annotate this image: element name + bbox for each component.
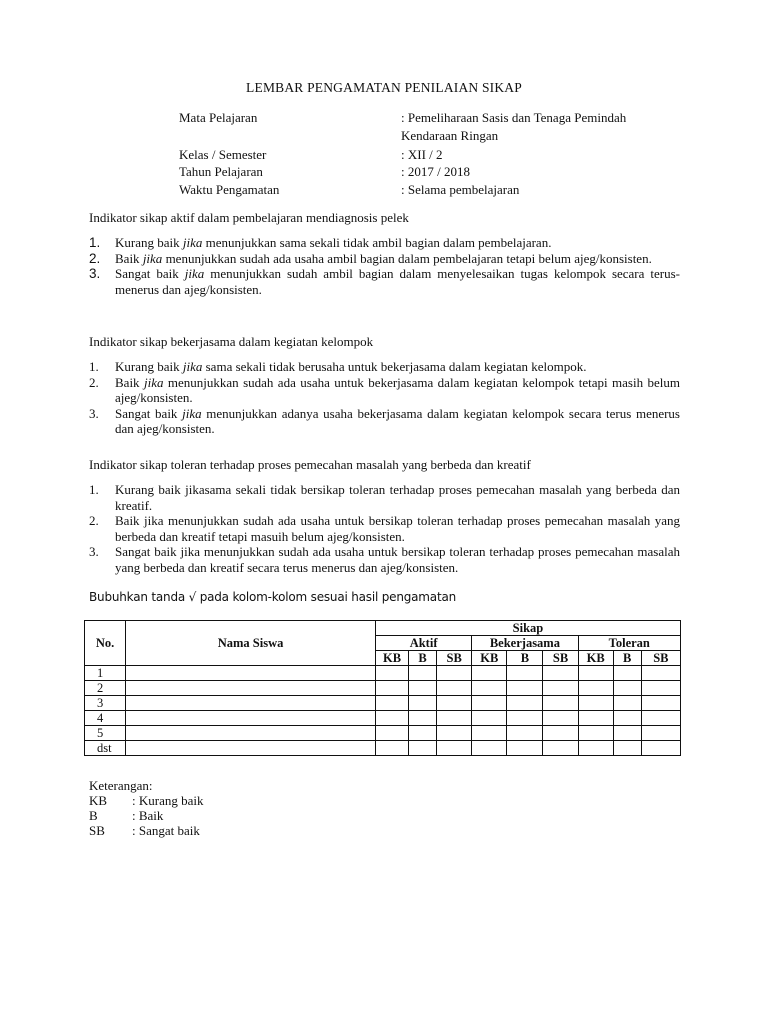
checkmark-cell[interactable]: [578, 681, 613, 696]
table-row: [85, 741, 681, 756]
meta-row-waktu: [179, 182, 699, 200]
checkmark-cell[interactable]: [437, 726, 472, 741]
keterangan-item: [89, 793, 389, 808]
section-bekerjasama: [89, 334, 680, 437]
checkmark-cell[interactable]: [472, 726, 507, 741]
table-row: [85, 696, 681, 711]
checkmark-cell[interactable]: [578, 711, 613, 726]
checkmark-cell[interactable]: [409, 696, 437, 711]
checkmark-cell[interactable]: [641, 711, 680, 726]
checkmark-cell[interactable]: [543, 681, 578, 696]
section-heading: Indikator sikap toleran terhadap proses pemecahan masalah yang berbeda dan kreatif: [89, 457, 531, 472]
keterangan-heading: Keterangan:: [89, 778, 153, 793]
page-title: LEMBAR PENGAMATAN PENILAIAN SIKAP: [246, 80, 522, 95]
checkmark-cell[interactable]: [375, 681, 408, 696]
checkmark-cell[interactable]: [578, 696, 613, 711]
header-subcol: B: [507, 651, 543, 666]
checkmark-cell[interactable]: [543, 666, 578, 681]
section-heading: Indikator sikap aktif dalam pembelajaran mendiagnosis pelek: [89, 210, 409, 225]
list-item: [89, 513, 680, 544]
meta-value: : 2017 / 2018: [401, 164, 470, 179]
checkmark-cell[interactable]: [613, 681, 641, 696]
checkmark-cell[interactable]: [543, 696, 578, 711]
checkmark-cell[interactable]: [375, 666, 408, 681]
row-number: 5: [85, 726, 126, 741]
observation-table: [84, 620, 681, 756]
checkmark-cell[interactable]: [472, 696, 507, 711]
header-group-toleran: Toleran: [578, 636, 680, 651]
checkmark-cell[interactable]: [507, 681, 543, 696]
student-name-cell[interactable]: [126, 666, 376, 681]
header-no: No.: [85, 621, 126, 666]
checkmark-cell[interactable]: [409, 741, 437, 756]
keterangan-key: B: [89, 808, 98, 823]
checkmark-cell[interactable]: [472, 666, 507, 681]
item-number: 2.: [89, 250, 101, 266]
student-name-cell[interactable]: [126, 726, 376, 741]
table-row: [85, 711, 681, 726]
header-row: [85, 621, 681, 636]
keterangan-key: SB: [89, 823, 105, 838]
header-group-bekerjasama: Bekerjasama: [472, 636, 578, 651]
item-text: Baik jika menunjukkan sudah ada usaha ambil bagian dalam pembelajaran tetapi belum ajeg/konsisten.: [115, 250, 652, 266]
checkmark-cell[interactable]: [472, 681, 507, 696]
header-subcol: B: [613, 651, 641, 666]
checkmark-cell[interactable]: [641, 681, 680, 696]
indicator-list: [89, 482, 680, 575]
item-number: 1.: [89, 235, 101, 250]
indicator-list: [89, 359, 680, 437]
checkmark-cell[interactable]: [437, 696, 472, 711]
checkmark-cell[interactable]: [437, 711, 472, 726]
list-item: [89, 235, 680, 251]
list-item: [89, 251, 680, 267]
instruction-text: Bubuhkan tanda √ pada kolom-kolom sesuai hasil pengamatan: [89, 590, 457, 604]
header-subcol: KB: [472, 651, 507, 666]
row-number: 4: [85, 711, 126, 726]
meta-value: : Selama pembelajaran: [401, 181, 520, 197]
checkmark-cell[interactable]: [375, 741, 408, 756]
header-subcol: SB: [437, 651, 472, 666]
row-number: dst: [85, 741, 126, 756]
item-number: 1.: [89, 359, 99, 374]
keterangan-value: : Baik: [132, 808, 164, 823]
item-text: Kurang baik jika sama sekali tidak berusaha untuk bekerjasama dalam kegiatan kelompok.: [115, 359, 587, 374]
table-row: [85, 681, 681, 696]
row-number: 1: [85, 666, 126, 681]
section-aktif: [89, 210, 680, 297]
meta-label: Waktu Pengamatan: [179, 181, 280, 197]
item-text: Kurang baik jikasama sekali tidak bersikap toleran terhadap proses pemecahan masalah yang berbeda dan kreatif.: [115, 482, 680, 513]
section-heading: Indikator sikap bekerjasama dalam kegiatan kelompok: [89, 334, 374, 349]
header-sikap: Sikap: [375, 621, 680, 636]
item-text: Kurang baik jika menunjukkan sama sekali tidak ambil bagian dalam pembelajaran.: [115, 235, 552, 250]
meta-block: [179, 110, 699, 199]
item-text: Sangat baik jika menunjukkan sudah ada usaha untuk bersikap toleran terhadap proses pemecahan masalah yang berbeda dan kreatif secara terus menerus dan ajeg/konsisten.: [115, 544, 680, 575]
meta-value-continuation: Kendaraan Ringan: [401, 127, 499, 143]
checkmark-cell[interactable]: [641, 741, 680, 756]
list-item: [89, 359, 680, 375]
checkmark-cell[interactable]: [641, 666, 680, 681]
list-item: [89, 375, 680, 406]
keterangan-block: [89, 778, 389, 838]
checkmark-cell[interactable]: [543, 741, 578, 756]
meta-row-tahun: [179, 164, 699, 182]
item-text: Baik jika menunjukkan sudah ada usaha untuk bersikap toleran terhadap proses pemecahan masalah yang berbeda dan kreatif tetapi masuih belum ajeg/konsisten.: [115, 513, 680, 544]
checkmark-cell[interactable]: [409, 666, 437, 681]
header-subcol: KB: [578, 651, 613, 666]
checkmark-cell[interactable]: [375, 696, 408, 711]
checkmark-cell[interactable]: [437, 666, 472, 681]
checkmark-cell[interactable]: [507, 726, 543, 741]
item-text: Baik jika menunjukkan sudah ada usaha untuk bekerjasama dalam kegiatan kelompok tetapi masih belum ajeg/konsisten.: [115, 374, 680, 405]
header-group-aktif: Aktif: [375, 636, 471, 651]
checkmark-cell[interactable]: [543, 711, 578, 726]
checkmark-cell[interactable]: [507, 696, 543, 711]
checkmark-cell[interactable]: [437, 741, 472, 756]
table-row: [85, 726, 681, 741]
checkmark-cell[interactable]: [375, 726, 408, 741]
checkmark-cell[interactable]: [507, 741, 543, 756]
header-subcol: B: [409, 651, 437, 666]
item-text: Sangat baik jika menunjukkan adanya usaha bekerjasama dalam kegiatan kelompok secara terus menerus dan ajeg/konsisten.: [115, 405, 680, 436]
item-number: 2.: [89, 374, 99, 390]
item-number: 3.: [89, 405, 99, 421]
checkmark-cell[interactable]: [613, 741, 641, 756]
meta-row-mapel: [179, 110, 699, 128]
item-number: 3.: [89, 266, 101, 281]
indicator-list: [89, 235, 680, 297]
checkmark-cell[interactable]: [578, 741, 613, 756]
checkmark-cell[interactable]: [409, 726, 437, 741]
checkmark-cell[interactable]: [613, 696, 641, 711]
item-text: Sangat baik jika menunjukkan sudah ambil bagian dalam menyelesaikan tugas kelompok secara terus-menerus dan ajeg/konsisten.: [115, 266, 680, 297]
item-number: 1.: [89, 482, 99, 497]
list-item: [89, 406, 680, 437]
checkmark-cell[interactable]: [641, 696, 680, 711]
meta-label: Mata Pelajaran: [179, 110, 258, 125]
list-item: [89, 266, 680, 297]
checkmark-cell[interactable]: [472, 711, 507, 726]
student-name-cell[interactable]: [126, 711, 376, 726]
checkmark-cell[interactable]: [613, 711, 641, 726]
list-item: [89, 482, 680, 513]
header-subcol: SB: [543, 651, 578, 666]
checkmark-cell[interactable]: [507, 711, 543, 726]
checkmark-cell[interactable]: [578, 666, 613, 681]
meta-row-kelas: [179, 147, 699, 165]
checkmark-cell[interactable]: [472, 741, 507, 756]
header-subcol: SB: [641, 651, 680, 666]
keterangan-key: KB: [89, 793, 108, 808]
student-name-cell[interactable]: [126, 696, 376, 711]
meta-value: : Pemeliharaan Sasis dan Tenaga Pemindah: [401, 110, 627, 125]
checkmark-cell[interactable]: [641, 726, 680, 741]
keterangan-value: : Kurang baik: [132, 793, 204, 808]
checkmark-cell[interactable]: [613, 666, 641, 681]
checkmark-cell[interactable]: [409, 681, 437, 696]
checkmark-cell[interactable]: [375, 711, 408, 726]
list-item: [89, 544, 680, 575]
checkmark-cell[interactable]: [613, 726, 641, 741]
checkmark-cell[interactable]: [578, 726, 613, 741]
meta-label: Tahun Pelajaran: [179, 164, 263, 179]
checkmark-cell[interactable]: [543, 726, 578, 741]
student-name-cell[interactable]: [126, 741, 376, 756]
keterangan-item: [89, 808, 389, 823]
meta-label: Kelas / Semester: [179, 146, 267, 162]
header-subcol: KB: [375, 651, 408, 666]
meta-value: : XII / 2: [401, 146, 443, 162]
header-nama-siswa: Nama Siswa: [126, 621, 376, 666]
item-number: 2.: [89, 513, 99, 528]
checkmark-cell[interactable]: [409, 711, 437, 726]
checkmark-cell[interactable]: [507, 666, 543, 681]
student-name-cell[interactable]: [126, 681, 376, 696]
checkmark-cell[interactable]: [437, 681, 472, 696]
keterangan-item: [89, 823, 389, 838]
table-row: [85, 666, 681, 681]
table-body: [85, 666, 681, 756]
row-number: 3: [85, 696, 126, 711]
item-number: 3.: [89, 544, 99, 559]
section-toleran: [89, 457, 680, 575]
row-number: 2: [85, 681, 126, 696]
keterangan-value: : Sangat baik: [132, 823, 200, 838]
